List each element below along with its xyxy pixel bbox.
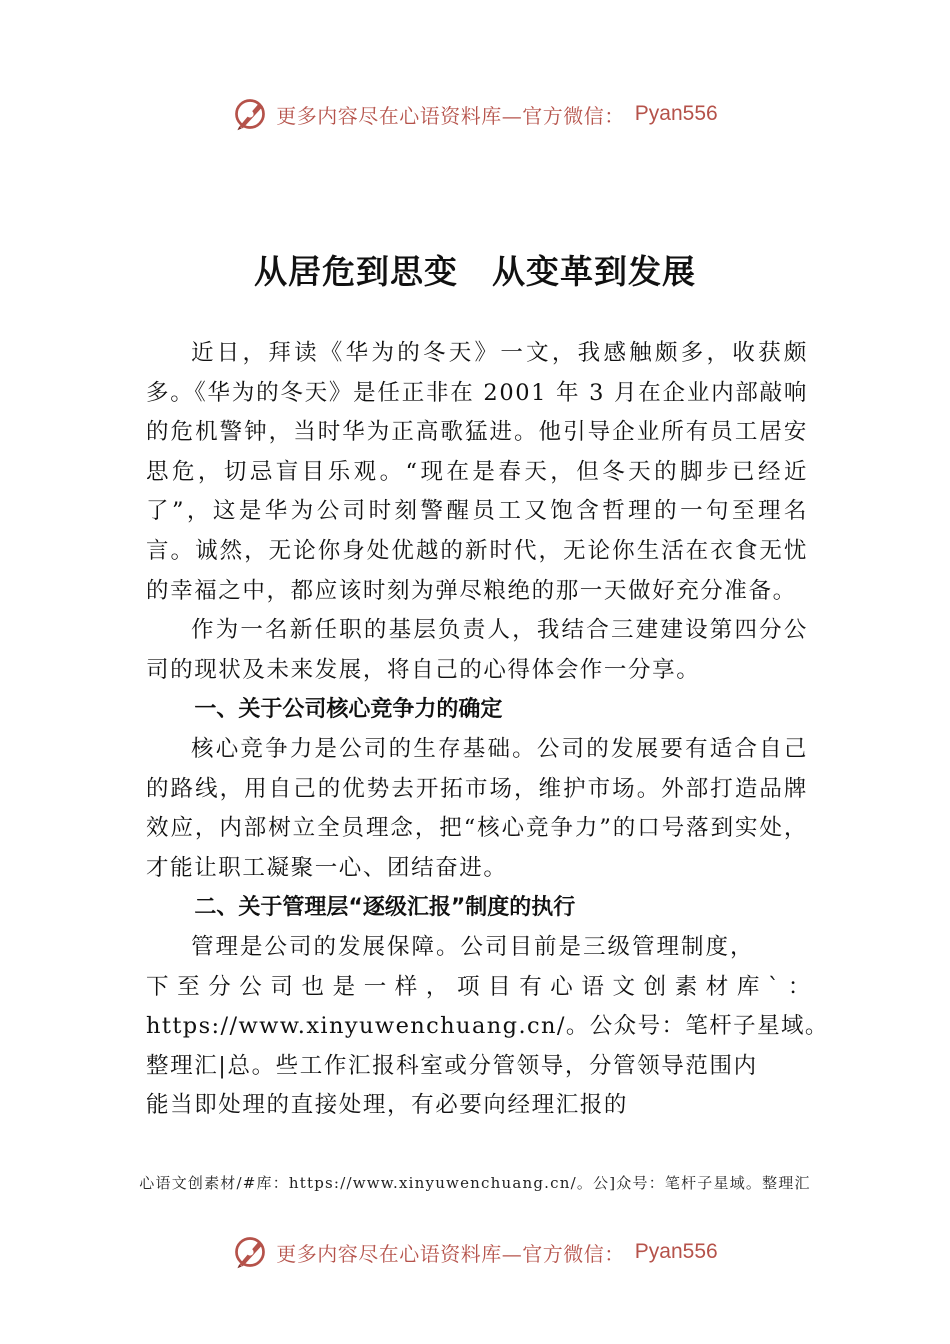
document-body bbox=[146, 334, 829, 1126]
banner-text: 更多内容尽在心语资料库—官方微信： bbox=[276, 1241, 625, 1266]
paragraph bbox=[146, 928, 829, 1126]
header-banner bbox=[0, 94, 950, 134]
text-line: 整理汇|总。些工作汇报科室或分管领导，分管领导范围内 bbox=[146, 1052, 758, 1079]
paragraph: 作为一名新任职的基层负责人，我结合三建建设第四分公司的现状及未来发展，将自己的心得体会作一分享。 bbox=[146, 617, 808, 683]
paragraph: 近日，拜读《华为的冬天》一文，我感触颇多，收获颇多。《华为的冬天》是任正非在 2001 年 3 月在企业内部敲响的危机警钟，当时华为正高歌猛进。他引导企业所有员工居安思危，切忌盲目乐观。“现在是春天，但冬天的脚步已经近了”，这是华为公司时刻警醒员工又饱含哲理的一句至理名言。诚然，无论你身处优越的新时代，无论你生活在衣食无忧的幸福之中，都应该时刻为弹尽粮绝的那一天做好充分准备。 bbox=[146, 340, 808, 604]
wechat-handle: Pyan556 bbox=[634, 102, 718, 125]
section-heading: 一、关于公司核心竞争力的确定 bbox=[194, 697, 503, 723]
footer-note: 心语文创素材/#库：https://www.xinyuwenchuang.cn/。公]众号：笔杆子星域。整理汇 bbox=[139, 1174, 811, 1192]
text-line: 下至分公司也是一样，项目有心语文创素材库`： bbox=[146, 973, 819, 1000]
pen-seal-logo-icon bbox=[232, 96, 268, 132]
banner-text: 更多内容尽在心语资料库—官方微信： bbox=[276, 103, 625, 128]
footer-banner bbox=[0, 1232, 950, 1272]
text-line: 能当即处理的直接处理，有必要向经理汇报的 bbox=[146, 1092, 629, 1119]
section-heading: 二、关于管理层“逐级汇报”制度的执行 bbox=[194, 895, 576, 921]
text-line: 管理是公司的发展保障。公司目前是三级管理制度， bbox=[191, 933, 755, 960]
text-line: https://www.xinyuwenchuang.cn/。公众号：笔杆子星域。 bbox=[146, 1013, 829, 1040]
pen-seal-logo-icon bbox=[232, 1234, 268, 1270]
wechat-handle: Pyan556 bbox=[634, 1240, 718, 1263]
paragraph: 核心竞争力是公司的生存基础。公司的发展要有适合自己的路线，用自己的优势去开拓市场，维护市场。外部打造品牌效应，内部树立全员理念，把“核心竞争力”的口号落到实处，才能让职工凝聚一心、团结奋进。 bbox=[146, 735, 808, 881]
page-title: 从居危到思变 从变革到发展 bbox=[254, 252, 696, 291]
